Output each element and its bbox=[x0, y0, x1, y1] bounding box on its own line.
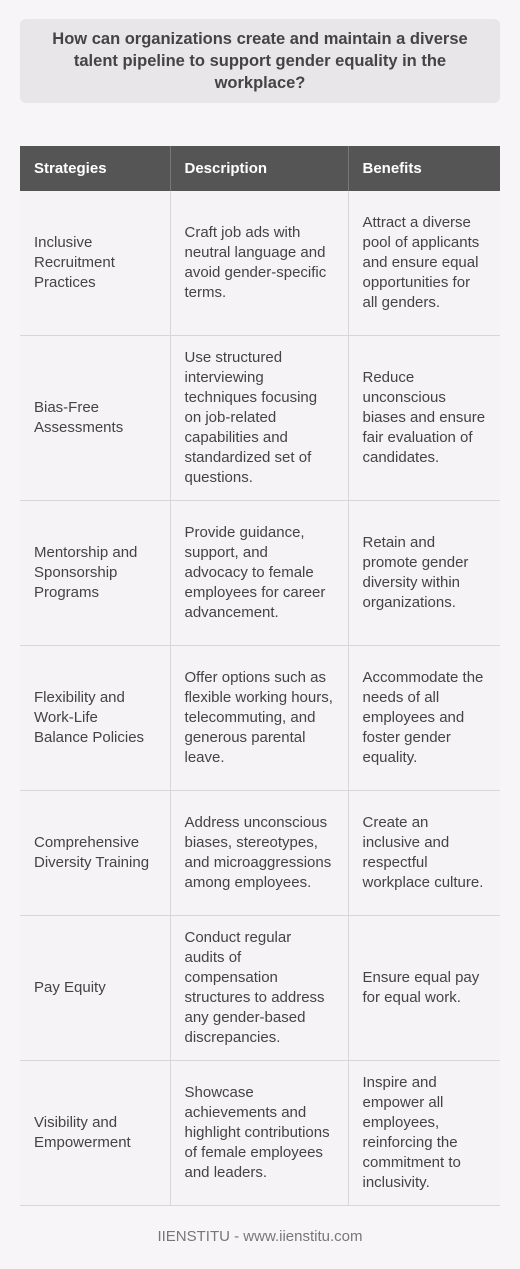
description-cell: Provide guidance, support, and advocacy to female employees for career advancement. bbox=[170, 501, 348, 646]
question-box bbox=[20, 19, 500, 103]
description-cell: Craft job ads with neutral language and avoid gender-specific terms. bbox=[170, 191, 348, 336]
benefits-cell: Ensure equal pay for equal work. bbox=[348, 916, 500, 1061]
strategy-cell: Inclusive Recruitment Practices bbox=[20, 191, 170, 336]
strategy-cell: Comprehensive Diversity Training bbox=[20, 791, 170, 916]
table-row bbox=[20, 336, 500, 501]
benefits-cell: Create an inclusive and respectful workplace culture. bbox=[348, 791, 500, 916]
table-header-row bbox=[20, 146, 500, 191]
benefits-cell: Inspire and empower all employees, reinforcing the commitment to inclusivity. bbox=[348, 1061, 500, 1206]
table-row bbox=[20, 501, 500, 646]
table-row bbox=[20, 916, 500, 1061]
benefits-cell: Attract a diverse pool of applicants and ensure equal opportunities for all genders. bbox=[348, 191, 500, 336]
table-row bbox=[20, 791, 500, 916]
footer-credit: IIENSTITU - www.iienstitu.com bbox=[157, 1228, 363, 1245]
table-row bbox=[20, 191, 500, 336]
benefits-cell: Retain and promote gender diversity within organizations. bbox=[348, 501, 500, 646]
table-row bbox=[20, 646, 500, 791]
header-strategies: Strategies bbox=[20, 146, 170, 191]
benefits-cell: Accommodate the needs of all employees and foster gender equality. bbox=[348, 646, 500, 791]
strategy-cell: Flexibility and Work-Life Balance Policies bbox=[20, 646, 170, 791]
description-cell: Showcase achievements and highlight contributions of female employees and leaders. bbox=[170, 1061, 348, 1206]
description-cell: Conduct regular audits of compensation structures to address any gender-based discrepancies. bbox=[170, 916, 348, 1061]
question-title: How can organizations create and maintain a diverse talent pipeline to support gender equality in the workplace? bbox=[52, 30, 468, 92]
strategy-cell: Mentorship and Sponsorship Programs bbox=[20, 501, 170, 646]
strategies-table bbox=[20, 146, 500, 1206]
strategy-cell: Bias-Free Assessments bbox=[20, 336, 170, 501]
table-row bbox=[20, 1061, 500, 1206]
header-description: Description bbox=[170, 146, 348, 191]
description-cell: Address unconscious biases, stereotypes, and microaggressions among employees. bbox=[170, 791, 348, 916]
description-cell: Offer options such as flexible working hours, telecommuting, and generous parental leave. bbox=[170, 646, 348, 791]
strategy-cell: Visibility and Empowerment bbox=[20, 1061, 170, 1206]
strategy-cell: Pay Equity bbox=[20, 916, 170, 1061]
benefits-cell: Reduce unconscious biases and ensure fair evaluation of candidates. bbox=[348, 336, 500, 501]
header-benefits: Benefits bbox=[348, 146, 500, 191]
description-cell: Use structured interviewing techniques focusing on job-related capabilities and standardized set of questions. bbox=[170, 336, 348, 501]
